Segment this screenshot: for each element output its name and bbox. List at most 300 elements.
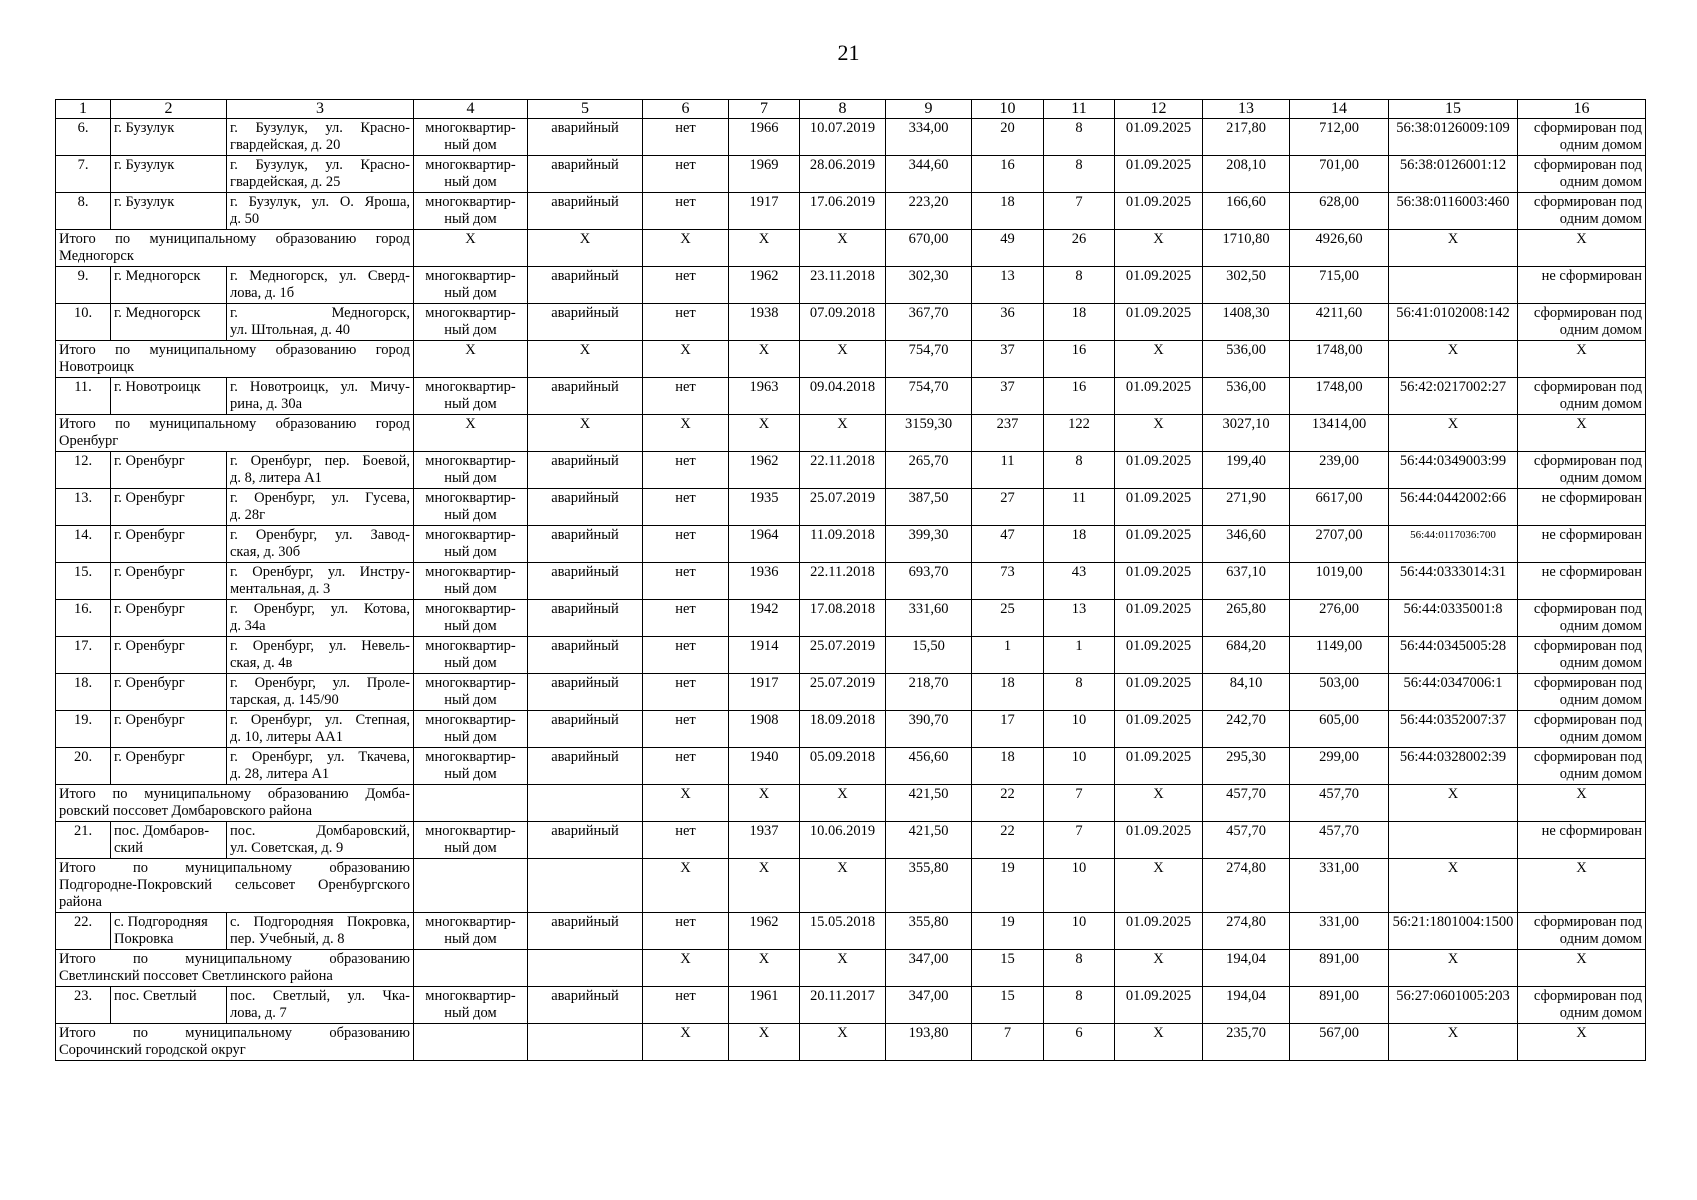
address-cell: пос. Светлый, ул. Чка- лова, д. 7	[227, 987, 414, 1024]
col8-cell: X	[800, 230, 886, 267]
building-type-cell: многоквартир- ный дом	[414, 119, 528, 156]
col6-cell: X	[643, 859, 729, 913]
col6-cell: нет	[643, 452, 729, 489]
col6-cell: X	[643, 785, 729, 822]
col14-cell: 891,00	[1290, 987, 1389, 1024]
building-type-cell: многоквартир- ный дом	[414, 987, 528, 1024]
col7-cell: X	[729, 785, 800, 822]
col13-cell: 457,70	[1203, 822, 1290, 859]
building-type-cell: многоквартир- ный дом	[414, 822, 528, 859]
col8-cell: X	[800, 1024, 886, 1061]
settlement-cell: г. Медногорск	[111, 304, 227, 341]
cadastral-number-cell: 56:41:0102008:142	[1389, 304, 1518, 341]
land-status-cell: сформирован под одним домом	[1518, 193, 1646, 230]
settlement-cell: г. Оренбург	[111, 452, 227, 489]
col16-cell: X	[1518, 415, 1646, 452]
settlement-cell: г. Оренбург	[111, 674, 227, 711]
area-cell: 456,60	[886, 748, 972, 785]
col7-cell: X	[729, 859, 800, 913]
address-cell: г. Оренбург, ул. Степная, д. 10, литеры АА1	[227, 711, 414, 748]
deadline-cell: 01.09.2025	[1115, 822, 1203, 859]
address-cell: г. Бузулук, ул. Красно- гвардейская, д. 20	[227, 119, 414, 156]
row-number: 8.	[56, 193, 111, 230]
col14-cell: 6617,00	[1290, 489, 1389, 526]
page-number: 21	[837, 40, 860, 65]
col10-cell: 22	[972, 785, 1044, 822]
col14-cell: 4926,60	[1290, 230, 1389, 267]
col11-cell: 11	[1044, 489, 1115, 526]
col15-cell: X	[1389, 785, 1518, 822]
date-cell: 25.07.2019	[800, 489, 886, 526]
col6-cell: нет	[643, 267, 729, 304]
col10-cell: 20	[972, 119, 1044, 156]
status-cell: аварийный	[528, 304, 643, 341]
col6-cell: нет	[643, 711, 729, 748]
land-status-cell: не сформирован	[1518, 267, 1646, 304]
table-row	[56, 913, 1646, 950]
table-row	[56, 119, 1646, 156]
land-status-cell: сформирован под одним домом	[1518, 913, 1646, 950]
date-cell: 09.04.2018	[800, 378, 886, 415]
status-cell: аварийный	[528, 637, 643, 674]
land-status-cell: не сформирован	[1518, 563, 1646, 600]
row-number: 20.	[56, 748, 111, 785]
area-cell: 367,70	[886, 304, 972, 341]
table-row	[56, 987, 1646, 1024]
land-status-cell: сформирован под одним домом	[1518, 156, 1646, 193]
table-row	[56, 267, 1646, 304]
subtotal-label: Итого по муниципальному образованию Подгородне-Покровский сельсовет Оренбургского района	[56, 859, 414, 913]
table-row	[56, 748, 1646, 785]
cadastral-number-cell: 56:44:0345005:28	[1389, 637, 1518, 674]
col6-cell: нет	[643, 674, 729, 711]
col12-cell: X	[1115, 341, 1203, 378]
column-number-16: 16	[1518, 100, 1646, 119]
col10-cell: 17	[972, 711, 1044, 748]
settlement-cell: г. Медногорск	[111, 267, 227, 304]
cadastral-number-cell	[1389, 267, 1518, 304]
area-cell: 347,00	[886, 950, 972, 987]
col6-cell: X	[643, 415, 729, 452]
settlement-cell: г. Бузулук	[111, 119, 227, 156]
status-cell: аварийный	[528, 822, 643, 859]
col7-cell: X	[729, 415, 800, 452]
subtotal-row	[56, 785, 1646, 822]
col14-cell: 1748,00	[1290, 378, 1389, 415]
year-cell: 1936	[729, 563, 800, 600]
status-cell: аварийный	[528, 267, 643, 304]
col8-cell: X	[800, 415, 886, 452]
area-cell: 302,30	[886, 267, 972, 304]
row-number: 22.	[56, 913, 111, 950]
subtotal-row	[56, 1024, 1646, 1061]
col4-cell	[414, 1024, 528, 1061]
building-type-cell: многоквартир- ный дом	[414, 526, 528, 563]
status-cell: аварийный	[528, 987, 643, 1024]
table-row	[56, 452, 1646, 489]
column-number-7: 7	[729, 100, 800, 119]
area-cell: 344,60	[886, 156, 972, 193]
area-cell: 331,60	[886, 600, 972, 637]
area-cell: 347,00	[886, 987, 972, 1024]
column-number-9: 9	[886, 100, 972, 119]
table-row	[56, 822, 1646, 859]
col13-cell: 166,60	[1203, 193, 1290, 230]
col6-cell: X	[643, 230, 729, 267]
date-cell: 17.06.2019	[800, 193, 886, 230]
row-number: 13.	[56, 489, 111, 526]
settlement-cell: пос. Домбаров- ский	[111, 822, 227, 859]
status-cell: аварийный	[528, 748, 643, 785]
col11-cell: 10	[1044, 748, 1115, 785]
col13-cell: 84,10	[1203, 674, 1290, 711]
table-row	[56, 600, 1646, 637]
area-cell: 754,70	[886, 341, 972, 378]
table-row	[56, 674, 1646, 711]
col11-cell: 18	[1044, 304, 1115, 341]
address-cell: г. Новотроицк, ул. Мичу- рина, д. 30а	[227, 378, 414, 415]
year-cell: 1969	[729, 156, 800, 193]
deadline-cell: 01.09.2025	[1115, 748, 1203, 785]
col11-cell: 13	[1044, 600, 1115, 637]
col13-cell: 637,10	[1203, 563, 1290, 600]
col11-cell: 1	[1044, 637, 1115, 674]
area-cell: 193,80	[886, 1024, 972, 1061]
col6-cell: нет	[643, 193, 729, 230]
settlement-cell: г. Оренбург	[111, 748, 227, 785]
col15-cell: X	[1389, 341, 1518, 378]
column-number-14: 14	[1290, 100, 1389, 119]
settlement-cell: г. Оренбург	[111, 489, 227, 526]
col6-cell: X	[643, 950, 729, 987]
col14-cell: 1748,00	[1290, 341, 1389, 378]
status-cell: аварийный	[528, 119, 643, 156]
deadline-cell: 01.09.2025	[1115, 637, 1203, 674]
col6-cell: нет	[643, 156, 729, 193]
address-cell: г. Оренбург, ул. Гусева, д. 28г	[227, 489, 414, 526]
col12-cell: X	[1115, 415, 1203, 452]
column-number-4: 4	[414, 100, 528, 119]
area-cell: 218,70	[886, 674, 972, 711]
date-cell: 05.09.2018	[800, 748, 886, 785]
col13-cell: 242,70	[1203, 711, 1290, 748]
column-number-5: 5	[528, 100, 643, 119]
col10-cell: 47	[972, 526, 1044, 563]
col10-cell: 237	[972, 415, 1044, 452]
row-number: 21.	[56, 822, 111, 859]
col13-cell: 302,50	[1203, 267, 1290, 304]
year-cell: 1964	[729, 526, 800, 563]
col12-cell: X	[1115, 859, 1203, 913]
land-status-cell: сформирован под одним домом	[1518, 304, 1646, 341]
deadline-cell: 01.09.2025	[1115, 304, 1203, 341]
cadastral-number-cell: 56:38:0126009:109	[1389, 119, 1518, 156]
date-cell: 28.06.2019	[800, 156, 886, 193]
land-status-cell: сформирован под одним домом	[1518, 600, 1646, 637]
cadastral-number-cell: 56:44:0328002:39	[1389, 748, 1518, 785]
table-row	[56, 304, 1646, 341]
col13-cell: 208,10	[1203, 156, 1290, 193]
area-cell: 390,70	[886, 711, 972, 748]
area-cell: 693,70	[886, 563, 972, 600]
date-cell: 11.09.2018	[800, 526, 886, 563]
col11-cell: 8	[1044, 119, 1115, 156]
year-cell: 1908	[729, 711, 800, 748]
col8-cell: X	[800, 950, 886, 987]
year-cell: 1940	[729, 748, 800, 785]
address-cell: г. Оренбург, ул. Невель- ская, д. 4в	[227, 637, 414, 674]
subtotal-row	[56, 950, 1646, 987]
date-cell: 25.07.2019	[800, 674, 886, 711]
land-status-cell: сформирован под одним домом	[1518, 987, 1646, 1024]
column-number-11: 11	[1044, 100, 1115, 119]
col6-cell: нет	[643, 748, 729, 785]
col16-cell: X	[1518, 785, 1646, 822]
col4-cell	[414, 785, 528, 822]
row-number: 14.	[56, 526, 111, 563]
settlement-cell: г. Новотроицк	[111, 378, 227, 415]
col11-cell: 26	[1044, 230, 1115, 267]
land-status-cell: не сформирован	[1518, 526, 1646, 563]
emergency-housing-table	[55, 99, 1646, 1061]
col6-cell: нет	[643, 913, 729, 950]
col6-cell: нет	[643, 489, 729, 526]
subtotal-row	[56, 341, 1646, 378]
col13-cell: 536,00	[1203, 341, 1290, 378]
col11-cell: 10	[1044, 913, 1115, 950]
col6-cell: нет	[643, 304, 729, 341]
date-cell: 22.11.2018	[800, 452, 886, 489]
deadline-cell: 01.09.2025	[1115, 600, 1203, 637]
address-cell: г. Медногорск, ул. Сверд- лова, д. 1б	[227, 267, 414, 304]
col6-cell: нет	[643, 600, 729, 637]
row-number: 7.	[56, 156, 111, 193]
status-cell: аварийный	[528, 674, 643, 711]
cadastral-number-cell	[1389, 822, 1518, 859]
building-type-cell: многоквартир- ный дом	[414, 489, 528, 526]
col11-cell: 8	[1044, 156, 1115, 193]
col13-cell: 684,20	[1203, 637, 1290, 674]
col14-cell: 13414,00	[1290, 415, 1389, 452]
building-type-cell: многоквартир- ный дом	[414, 637, 528, 674]
deadline-cell: 01.09.2025	[1115, 119, 1203, 156]
col14-cell: 712,00	[1290, 119, 1389, 156]
col14-cell: 567,00	[1290, 1024, 1389, 1061]
col11-cell: 10	[1044, 711, 1115, 748]
area-cell: 223,20	[886, 193, 972, 230]
land-status-cell: сформирован под одним домом	[1518, 748, 1646, 785]
col13-cell: 536,00	[1203, 378, 1290, 415]
year-cell: 1935	[729, 489, 800, 526]
col5-cell: X	[528, 341, 643, 378]
building-type-cell: многоквартир- ный дом	[414, 674, 528, 711]
building-type-cell: многоквартир- ный дом	[414, 304, 528, 341]
deadline-cell: 01.09.2025	[1115, 711, 1203, 748]
table-row	[56, 637, 1646, 674]
area-cell: 3159,30	[886, 415, 972, 452]
subtotal-row	[56, 859, 1646, 913]
settlement-cell: г. Бузулук	[111, 193, 227, 230]
table-row	[56, 193, 1646, 230]
row-number: 11.	[56, 378, 111, 415]
col7-cell: X	[729, 230, 800, 267]
deadline-cell: 01.09.2025	[1115, 563, 1203, 600]
col10-cell: 37	[972, 341, 1044, 378]
area-cell: 334,00	[886, 119, 972, 156]
building-type-cell: многоквартир- ный дом	[414, 563, 528, 600]
cadastral-number-cell: 56:44:0335001:8	[1389, 600, 1518, 637]
col13-cell: 271,90	[1203, 489, 1290, 526]
col14-cell: 2707,00	[1290, 526, 1389, 563]
address-cell: г. Бузулук, ул. О. Яроша, д. 50	[227, 193, 414, 230]
year-cell: 1917	[729, 193, 800, 230]
address-cell: г. Оренбург, ул. Инстру- ментальная, д. 3	[227, 563, 414, 600]
col14-cell: 457,70	[1290, 822, 1389, 859]
column-number-2: 2	[111, 100, 227, 119]
col16-cell: X	[1518, 950, 1646, 987]
subtotal-label: Итого по муниципальному образованию город Медногорск	[56, 230, 414, 267]
table-row	[56, 378, 1646, 415]
date-cell: 23.11.2018	[800, 267, 886, 304]
status-cell: аварийный	[528, 489, 643, 526]
col11-cell: 6	[1044, 1024, 1115, 1061]
address-cell: г. Медногорск, ул. Штольная, д. 40	[227, 304, 414, 341]
col8-cell: X	[800, 785, 886, 822]
address-cell: г. Бузулук, ул. Красно- гвардейская, д. 25	[227, 156, 414, 193]
address-cell: г. Оренбург, ул. Котова, д. 34а	[227, 600, 414, 637]
col10-cell: 19	[972, 913, 1044, 950]
subtotal-label: Итого по муниципальному образованию город Новотроицк	[56, 341, 414, 378]
col15-cell: X	[1389, 950, 1518, 987]
col7-cell: X	[729, 1024, 800, 1061]
col10-cell: 18	[972, 193, 1044, 230]
address-cell: г. Оренбург, ул. Ткачева, д. 28, литера А1	[227, 748, 414, 785]
col16-cell: X	[1518, 341, 1646, 378]
column-number-1: 1	[56, 100, 111, 119]
status-cell: аварийный	[528, 913, 643, 950]
land-status-cell: сформирован под одним домом	[1518, 711, 1646, 748]
land-status-cell: не сформирован	[1518, 489, 1646, 526]
date-cell: 25.07.2019	[800, 637, 886, 674]
col10-cell: 7	[972, 1024, 1044, 1061]
column-number-12: 12	[1115, 100, 1203, 119]
col10-cell: 36	[972, 304, 1044, 341]
table-row	[56, 563, 1646, 600]
document-table-container	[55, 99, 1646, 1061]
deadline-cell: 01.09.2025	[1115, 987, 1203, 1024]
col11-cell: 16	[1044, 378, 1115, 415]
col6-cell: X	[643, 341, 729, 378]
row-number: 16.	[56, 600, 111, 637]
row-number: 12.	[56, 452, 111, 489]
col10-cell: 37	[972, 378, 1044, 415]
row-number: 19.	[56, 711, 111, 748]
cadastral-number-cell: 56:42:0217002:27	[1389, 378, 1518, 415]
subtotal-label: Итого по муниципальному образованию город Оренбург	[56, 415, 414, 452]
col15-cell: X	[1389, 415, 1518, 452]
column-number-15: 15	[1389, 100, 1518, 119]
deadline-cell: 01.09.2025	[1115, 193, 1203, 230]
col13-cell: 346,60	[1203, 526, 1290, 563]
cadastral-number-cell: 56:44:0117036:700	[1389, 526, 1518, 563]
area-cell: 15,50	[886, 637, 972, 674]
land-status-cell: сформирован под одним домом	[1518, 674, 1646, 711]
subtotal-label: Итого по муниципальному образованию Светлинский поссовет Светлинского района	[56, 950, 414, 987]
date-cell: 22.11.2018	[800, 563, 886, 600]
col12-cell: X	[1115, 1024, 1203, 1061]
date-cell: 10.06.2019	[800, 822, 886, 859]
building-type-cell: многоквартир- ный дом	[414, 378, 528, 415]
area-cell: 421,50	[886, 822, 972, 859]
col15-cell: X	[1389, 859, 1518, 913]
cadastral-number-cell: 56:44:0333014:31	[1389, 563, 1518, 600]
col10-cell: 19	[972, 859, 1044, 913]
col16-cell: X	[1518, 1024, 1646, 1061]
row-number: 18.	[56, 674, 111, 711]
date-cell: 15.05.2018	[800, 913, 886, 950]
col12-cell: X	[1115, 230, 1203, 267]
deadline-cell: 01.09.2025	[1115, 674, 1203, 711]
row-number: 15.	[56, 563, 111, 600]
col4-cell: X	[414, 415, 528, 452]
address-cell: г. Оренбург, пер. Боевой, д. 8, литера А1	[227, 452, 414, 489]
settlement-cell: г. Оренбург	[111, 526, 227, 563]
col14-cell: 628,00	[1290, 193, 1389, 230]
status-cell: аварийный	[528, 378, 643, 415]
row-number: 10.	[56, 304, 111, 341]
col11-cell: 7	[1044, 822, 1115, 859]
column-number-3: 3	[227, 100, 414, 119]
col13-cell: 457,70	[1203, 785, 1290, 822]
col14-cell: 605,00	[1290, 711, 1389, 748]
col12-cell: X	[1115, 950, 1203, 987]
area-cell: 387,50	[886, 489, 972, 526]
status-cell: аварийный	[528, 600, 643, 637]
column-number-row	[56, 100, 1646, 119]
col6-cell: нет	[643, 822, 729, 859]
deadline-cell: 01.09.2025	[1115, 156, 1203, 193]
col11-cell: 8	[1044, 674, 1115, 711]
year-cell: 1961	[729, 987, 800, 1024]
deadline-cell: 01.09.2025	[1115, 489, 1203, 526]
settlement-cell: г. Оренбург	[111, 637, 227, 674]
land-status-cell: сформирован под одним домом	[1518, 452, 1646, 489]
col13-cell: 194,04	[1203, 950, 1290, 987]
col13-cell: 1710,80	[1203, 230, 1290, 267]
status-cell: аварийный	[528, 526, 643, 563]
table-row	[56, 711, 1646, 748]
col12-cell: X	[1115, 785, 1203, 822]
col11-cell: 7	[1044, 785, 1115, 822]
col13-cell: 274,80	[1203, 913, 1290, 950]
col5-cell	[528, 859, 643, 913]
col16-cell: X	[1518, 230, 1646, 267]
building-type-cell: многоквартир- ный дом	[414, 193, 528, 230]
date-cell: 17.08.2018	[800, 600, 886, 637]
date-cell: 07.09.2018	[800, 304, 886, 341]
col11-cell: 18	[1044, 526, 1115, 563]
column-number-13: 13	[1203, 100, 1290, 119]
building-type-cell: многоквартир- ный дом	[414, 748, 528, 785]
year-cell: 1917	[729, 674, 800, 711]
col5-cell: X	[528, 415, 643, 452]
cadastral-number-cell: 56:38:0116003:460	[1389, 193, 1518, 230]
col10-cell: 18	[972, 674, 1044, 711]
year-cell: 1938	[729, 304, 800, 341]
column-number-10: 10	[972, 100, 1044, 119]
col15-cell: X	[1389, 1024, 1518, 1061]
col4-cell: X	[414, 230, 528, 267]
